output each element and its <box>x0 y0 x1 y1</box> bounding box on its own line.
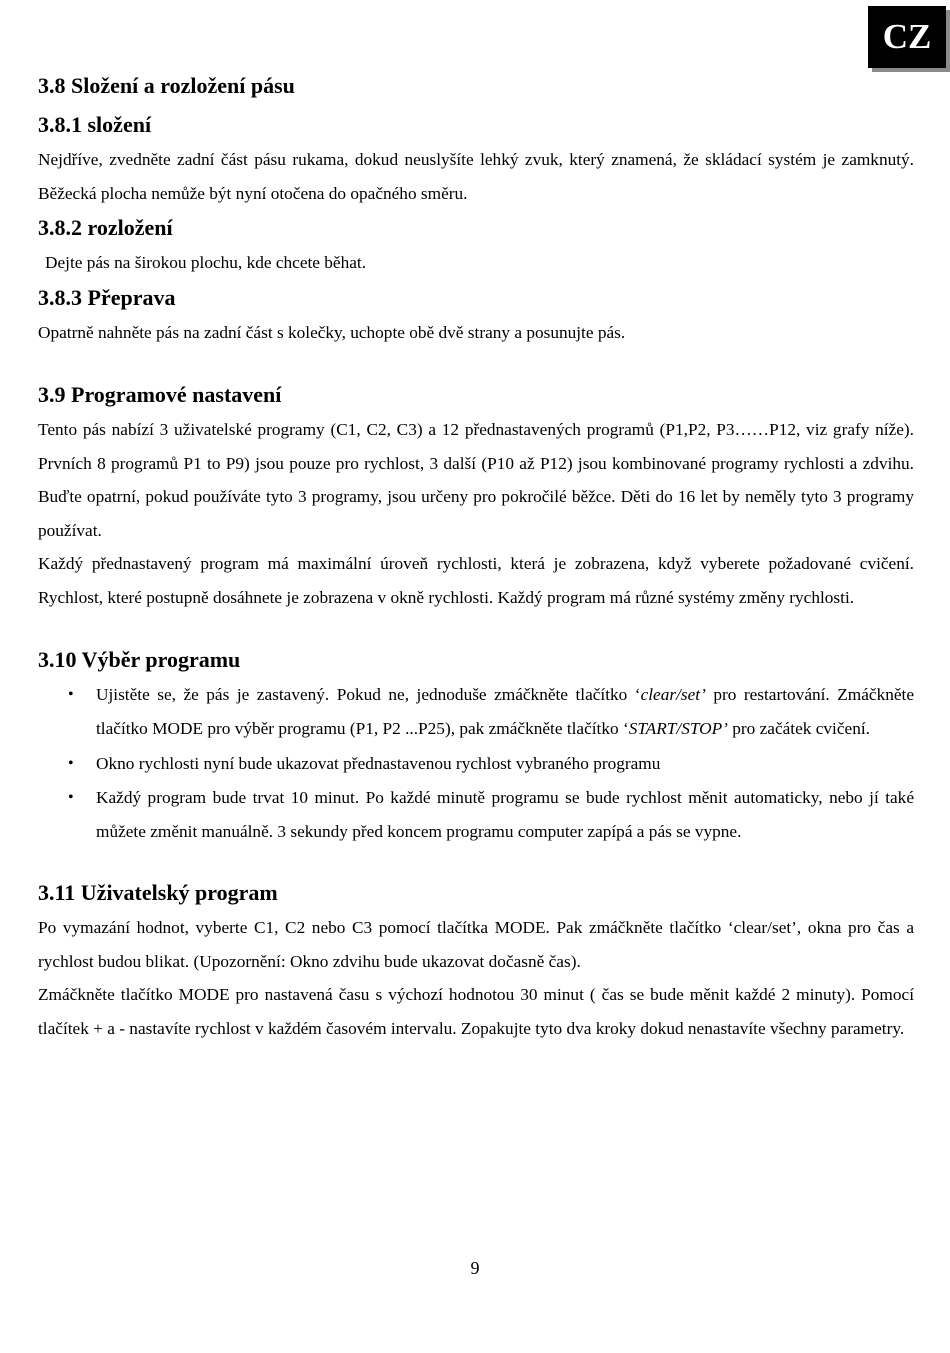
list-item <box>38 781 914 850</box>
list-item-text: Okno rychlosti nyní bude ukazovat přednastavenou rychlost vybraného programu <box>96 753 661 773</box>
language-badge: CZ <box>868 6 946 68</box>
section-3-8-3-paragraph: Opatrně nahněte pás na zadní část s kolečky, uchopte obě dvě strany a posunujte pás. <box>38 322 626 342</box>
section-3-11-heading: 3.11 Uživatelský program <box>38 880 278 906</box>
list-item <box>38 747 914 781</box>
bullet-icon: • <box>68 788 74 806</box>
section-3-9-paragraph-2: Každý přednastavený program má maximální úroveň rychlosti, která je zobrazena, když vyberete požadované cvičení. Rychlost, které postupně dosáhnete je zobrazena v okně rychlosti. Každý program má různé systémy změny rychlosti. <box>38 554 914 607</box>
page-content <box>38 68 914 1045</box>
program-selection-list <box>38 678 914 849</box>
section-3-8-1-paragraph: Nejdříve, zvedněte zadní část pásu rukama, dokud neuslyšíte lehký zvuk, který znamená, že skládací systém je zamknutý. Běžecká plocha nemůže být nyní otočena do opačného směru. <box>38 150 914 203</box>
list-item-text: Každý program bude trvat 10 minut. Po každé minutě programu se bude rychlost měnit automaticky, nebo jí také můžete změnit manuálně. 3 sekundy před koncem programu computer zapípá a pás se vypne. <box>96 787 914 842</box>
section-3-10-heading: 3.10 Výběr programu <box>38 647 241 672</box>
list-item-text-a: Ujistěte se, že pás je zastavený. Pokud ne, jednoduše zmáčkněte tlačítko ‘ <box>96 685 641 704</box>
list-item-text-b: pro restartování. Zmáčkněte tlačítko MODE pro výběr programu (P1, P2 ...P25), pak zmáčkněte tlačítko ‘ <box>96 685 915 739</box>
section-3-8-3-heading: 3.8.3 Přeprava <box>38 284 176 310</box>
page-number: 9 <box>470 1258 480 1278</box>
list-item-text-c: pro začátek cvičení. <box>727 719 870 739</box>
clear-set-label: clear/set’ <box>640 685 706 704</box>
section-3-8-2-heading: 3.8.2 rozložení <box>38 215 173 240</box>
section-3-8-2-paragraph: Dejte pás na širokou plochu, kde chcete běhat. <box>45 253 367 272</box>
start-stop-label: START/STOP’ <box>628 719 728 739</box>
list-item <box>38 678 914 747</box>
section-3-11-paragraph-1: Po vymazání hodnot, vyberte C1, C2 nebo C3 pomocí tlačítka MODE. Pak zmáčkněte tlačítko ‘clear/set’, okna pro čas a rychlost budou blikat. (Upozornění: Okno zdvihu bude ukazovat dočasně čas). <box>38 918 914 971</box>
section-3-9-paragraph-1: Tento pás nabízí 3 uživatelské programy (C1, C2, C3) a 12 přednastavených programů (P1,P2, P3……P12, viz grafy níže). Prvních 8 programů P1 to P9) jsou pouze pro rychlost, 3 další (P10 až P12) jsou kombinované programy rychlosti a zdvihu. Buďte opatrní, pokud používáte tyto 3 programy, jsou určeny pro pokročilé běžce. Děti do 16 let by neměly tyto 3 programy používat. <box>38 420 914 540</box>
section-3-9-heading: 3.9 Programové nastavení <box>38 382 282 407</box>
bullet-icon: • <box>68 754 74 772</box>
bullet-icon: • <box>68 686 74 703</box>
section-3-8-heading: 3.8 Složení a rozložení pásu <box>38 73 295 98</box>
section-3-11-paragraph-2: Zmáčkněte tlačítko MODE pro nastavená času s výchozí hodnotou 30 minut ( čas se bude měnit každé 2 minuty). Pomocí tlačítek + a - nastavíte rychlost v každém časovém intervalu. Zopakujte tyto dva kroky dokud nenastavíte všechny parametry. <box>38 985 914 1038</box>
section-3-8-1-heading: 3.8.1 složení <box>38 112 152 137</box>
